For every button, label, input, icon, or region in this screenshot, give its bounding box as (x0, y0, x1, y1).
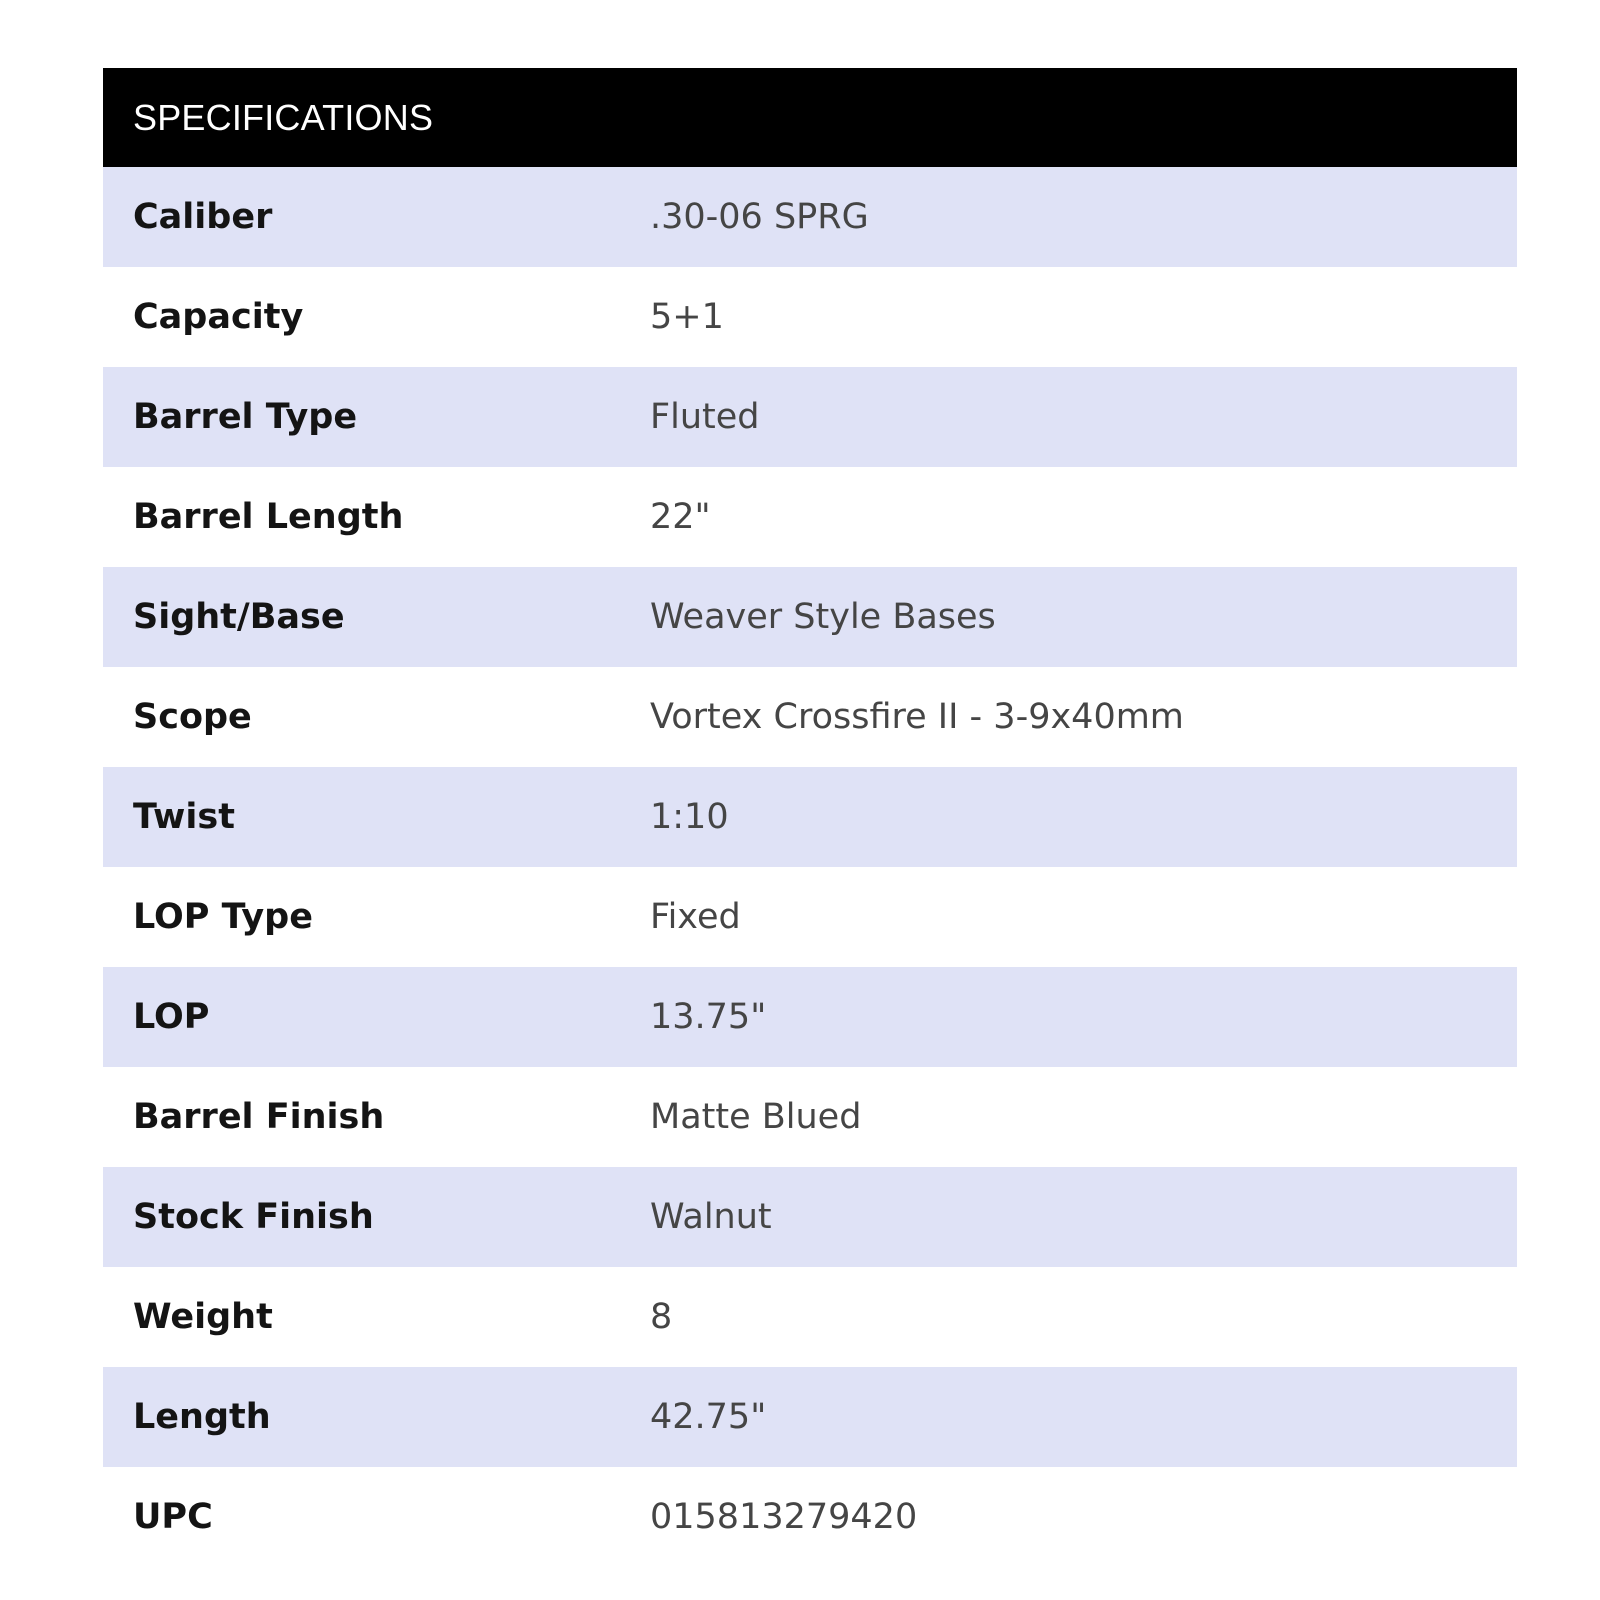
spec-label: Sight/Base (133, 597, 345, 637)
spec-value: 5+1 (650, 297, 724, 337)
spec-row-twist (103, 767, 1517, 867)
spec-value: Fluted (650, 397, 760, 437)
spec-row-barrel-type (103, 367, 1517, 467)
spec-label: LOP Type (133, 897, 313, 937)
spec-label: Stock Finish (133, 1197, 374, 1237)
spec-row-upc (103, 1467, 1517, 1567)
spec-value: 13.75" (650, 997, 767, 1037)
specifications-header (103, 68, 1517, 167)
spec-row-lop (103, 967, 1517, 1067)
spec-value: Vortex Crossfire II - 3-9x40mm (650, 697, 1184, 737)
spec-label: Barrel Finish (133, 1097, 385, 1137)
spec-value: .30-06 SPRG (650, 197, 869, 237)
spec-row-scope (103, 667, 1517, 767)
spec-label: Capacity (133, 297, 304, 337)
spec-row-barrel-finish (103, 1067, 1517, 1167)
spec-row-stock-finish (103, 1167, 1517, 1267)
spec-row-caliber (103, 167, 1517, 267)
specifications-table (103, 68, 1517, 1567)
spec-label: Barrel Type (133, 397, 358, 437)
spec-row-lop-type (103, 867, 1517, 967)
spec-value: Fixed (650, 897, 741, 937)
spec-label: Barrel Length (133, 497, 404, 537)
specifications-title: SPECIFICATIONS (133, 96, 434, 138)
spec-value: 42.75" (650, 1397, 767, 1437)
spec-label: Scope (133, 697, 252, 737)
spec-value: 1:10 (650, 797, 729, 837)
spec-label: LOP (133, 997, 210, 1037)
spec-label: Length (133, 1397, 271, 1437)
spec-value: 015813279420 (650, 1497, 918, 1537)
spec-row-sight-base (103, 567, 1517, 667)
spec-row-barrel-length (103, 467, 1517, 567)
spec-value: Weaver Style Bases (650, 597, 996, 637)
spec-label: Weight (133, 1297, 273, 1337)
spec-row-weight (103, 1267, 1517, 1367)
spec-rows (103, 167, 1517, 1567)
spec-value: 22" (650, 497, 711, 537)
spec-row-capacity (103, 267, 1517, 367)
spec-value: 8 (650, 1297, 673, 1337)
spec-value: Matte Blued (650, 1097, 862, 1137)
spec-row-length (103, 1367, 1517, 1467)
spec-value: Walnut (650, 1197, 772, 1237)
spec-label: UPC (133, 1497, 213, 1537)
spec-label: Twist (133, 797, 235, 837)
spec-label: Caliber (133, 197, 273, 237)
